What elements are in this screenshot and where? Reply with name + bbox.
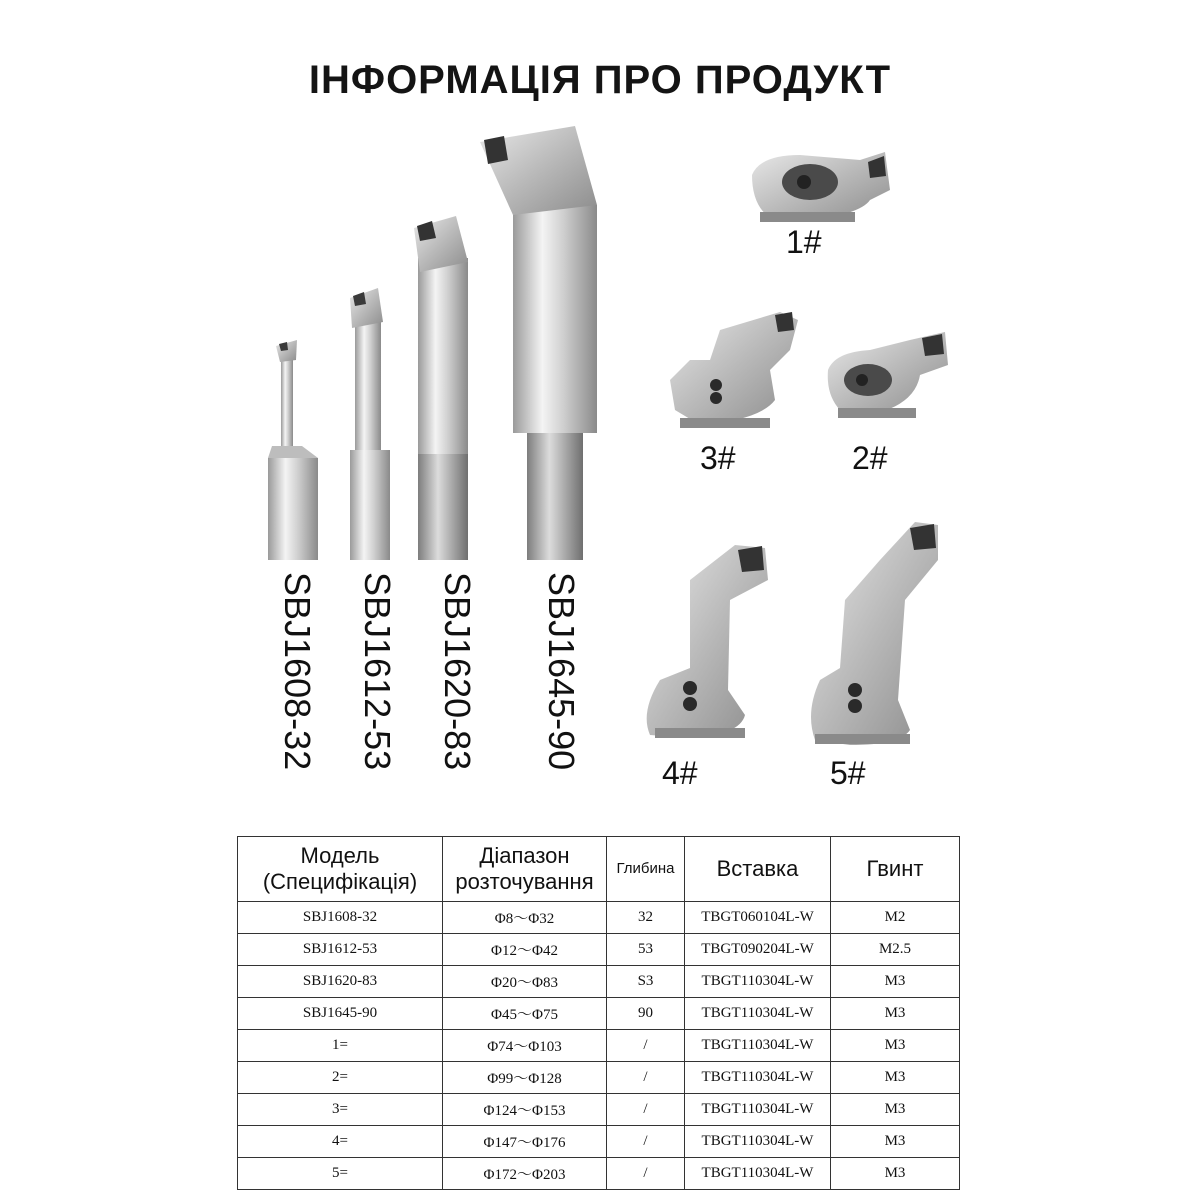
cell-model: 1=	[238, 1030, 443, 1062]
cell-model: SBJ1645-90	[238, 998, 443, 1030]
cell-screw: M3	[831, 1158, 960, 1190]
boring-bar-sbj1608-32	[268, 340, 318, 560]
table-row	[238, 998, 960, 1030]
boring-head-1	[752, 152, 890, 222]
cell-screw: M3	[831, 1094, 960, 1126]
cell-depth: 32	[607, 902, 685, 934]
cell-range: Φ172～Φ203	[443, 1158, 607, 1190]
head-label-1: 1#	[786, 224, 822, 260]
boring-head-5	[811, 522, 938, 745]
table-row	[238, 902, 960, 934]
table-row	[238, 1062, 960, 1094]
boring-head-4	[647, 545, 768, 738]
boring-bar-sbj1620-83	[414, 216, 468, 560]
page-title: ІНФОРМАЦІЯ ПРО ПРОДУКТ	[308, 58, 892, 102]
head-label-5: 5#	[830, 755, 866, 791]
cell-depth: /	[607, 1158, 685, 1190]
header-range: Діапазон розточування	[443, 837, 607, 902]
tool-label-sbj1645-90: SBJ1645-90	[541, 572, 582, 771]
table-row	[238, 1030, 960, 1062]
cell-range: Φ74～Φ103	[443, 1030, 607, 1062]
cell-insert: TBGT060104L-W	[685, 902, 831, 934]
boring-bar-sbj1645-90	[480, 126, 597, 560]
cell-model: SBJ1620-83	[238, 966, 443, 998]
cell-screw: M3	[831, 1062, 960, 1094]
cell-model: 4=	[238, 1126, 443, 1158]
cell-model: 2=	[238, 1062, 443, 1094]
cell-depth: S3	[607, 966, 685, 998]
boring-head-3	[670, 312, 798, 428]
cell-model: 5=	[238, 1158, 443, 1190]
cell-insert: TBGT110304L-W	[685, 998, 831, 1030]
cell-insert: TBGT110304L-W	[685, 1158, 831, 1190]
cell-insert: TBGT110304L-W	[685, 1126, 831, 1158]
cell-model: SBJ1612-53	[238, 934, 443, 966]
table-row	[238, 966, 960, 998]
cell-model: 3=	[238, 1094, 443, 1126]
cell-insert: TBGT110304L-W	[685, 966, 831, 998]
cell-depth: /	[607, 1094, 685, 1126]
table-row	[238, 934, 960, 966]
table-row	[238, 1158, 960, 1190]
boring-head-2	[828, 332, 948, 418]
cell-range: Φ99～Φ128	[443, 1062, 607, 1094]
cell-range: Φ45～Φ75	[443, 998, 607, 1030]
cell-screw: M3	[831, 1030, 960, 1062]
boring-bar-sbj1612-53	[350, 288, 390, 560]
cell-depth: /	[607, 1126, 685, 1158]
cell-range: Φ124～Φ153	[443, 1094, 607, 1126]
table-row	[238, 1094, 960, 1126]
cell-insert: TBGT110304L-W	[685, 1094, 831, 1126]
cell-screw: M3	[831, 998, 960, 1030]
cell-depth: 90	[607, 998, 685, 1030]
table-row	[238, 1126, 960, 1158]
cell-range: Φ147～Φ176	[443, 1126, 607, 1158]
cell-insert: TBGT110304L-W	[685, 1030, 831, 1062]
head-label-4: 4#	[662, 755, 698, 791]
tool-label-sbj1608-32: SBJ1608-32	[277, 572, 318, 771]
header-depth: Глибина	[607, 837, 685, 902]
cell-screw: M3	[831, 1126, 960, 1158]
cell-range: Φ12～Φ42	[443, 934, 607, 966]
header-insert: Вставка	[685, 837, 831, 902]
cell-screw: M2.5	[831, 934, 960, 966]
tool-label-sbj1620-83: SBJ1620-83	[437, 572, 478, 771]
cell-insert: TBGT110304L-W	[685, 1062, 831, 1094]
cell-screw: M2	[831, 902, 960, 934]
cell-range: Φ20～Φ83	[443, 966, 607, 998]
cell-depth: 53	[607, 934, 685, 966]
head-label-3: 3#	[700, 440, 736, 476]
table-header-row	[238, 837, 960, 902]
cell-depth: /	[607, 1030, 685, 1062]
header-screw: Гвинт	[831, 837, 960, 902]
tool-label-sbj1612-53: SBJ1612-53	[357, 572, 398, 771]
cell-screw: M3	[831, 966, 960, 998]
cell-insert: TBGT090204L-W	[685, 934, 831, 966]
head-label-2: 2#	[852, 440, 888, 476]
cell-model: SBJ1608-32	[238, 902, 443, 934]
cell-depth: /	[607, 1062, 685, 1094]
cell-range: Φ8～Φ32	[443, 902, 607, 934]
spec-table	[237, 836, 960, 1190]
header-model: Модель (Специфікація)	[238, 837, 443, 902]
